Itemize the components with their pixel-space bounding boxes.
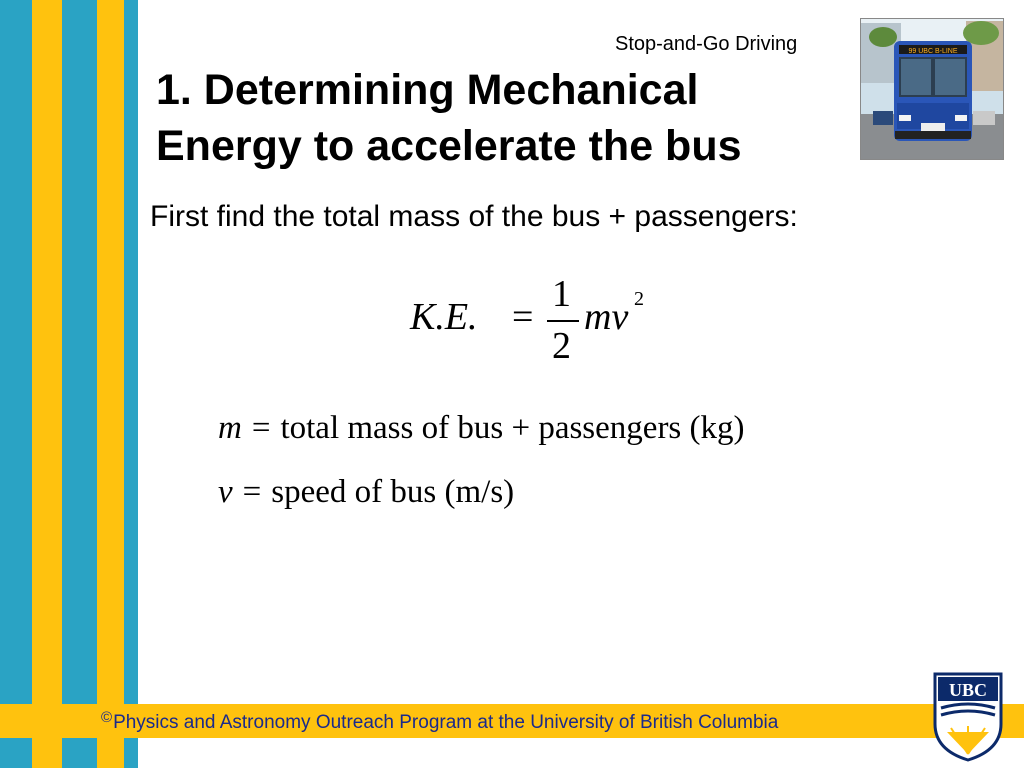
equation-equals: = <box>512 296 534 338</box>
equation-rhs: mv <box>584 296 629 338</box>
footer-credit <box>101 709 778 734</box>
footer-credit-text: Physics and Astronomy Outreach Program at the University of British Columbia <box>113 712 779 733</box>
fraction-denominator: 2 <box>552 325 571 367</box>
fraction-numerator: 1 <box>552 273 571 315</box>
copyright-symbol: © <box>101 709 113 726</box>
right-yellow-stripe <box>97 0 124 768</box>
fraction-line <box>547 320 579 322</box>
definition-var: m <box>218 410 242 446</box>
definition-mass <box>218 410 745 447</box>
definition-var: v <box>218 474 233 510</box>
definition-speed <box>218 474 514 511</box>
kinetic-energy-equation <box>410 270 670 370</box>
equation-exponent: 2 <box>634 288 644 310</box>
ubc-logo <box>933 672 1003 762</box>
slide-subtitle: Stop-and-Go Driving <box>615 33 798 55</box>
definition-text: total mass of bus + passengers (kg) <box>280 410 745 446</box>
definition-equals: = <box>242 474 262 510</box>
left-yellow-stripe <box>32 0 62 768</box>
ubc-logo-text: UBC <box>948 680 988 700</box>
slide-title <box>156 62 876 174</box>
intro-text: First find the total mass of the bus + passengers: <box>150 200 798 233</box>
title-line-1: 1. Determining Mechanical <box>156 66 699 114</box>
title-line-2: Energy to accelerate the bus <box>156 122 742 170</box>
equation-lhs: K.E. <box>410 296 478 338</box>
definition-text: speed of bus (m/s) <box>271 474 515 510</box>
definition-equals: = <box>251 410 271 446</box>
bus-route-sign: 99 UBC B-LINE <box>908 48 958 55</box>
bus-photo <box>860 18 1004 160</box>
